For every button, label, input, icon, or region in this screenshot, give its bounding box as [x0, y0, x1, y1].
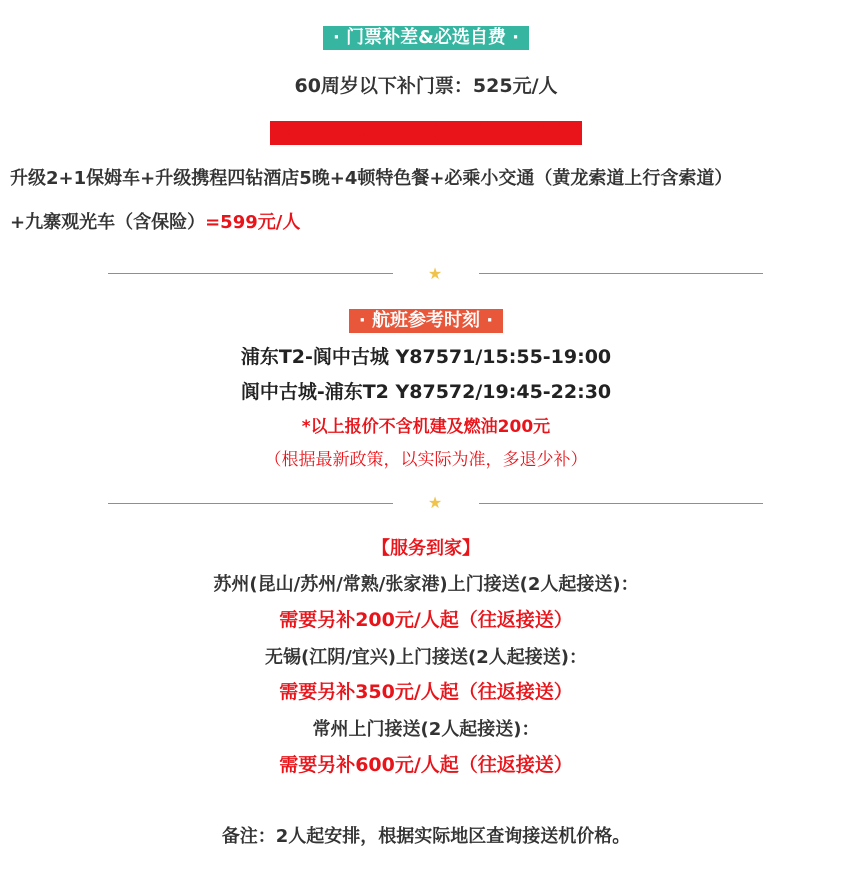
home-service-title: 【服务到家】 — [372, 538, 480, 559]
service-price-suzhou: 需要另补200元/人起（往返接送） — [279, 609, 573, 631]
flight-outbound: 浦东T2-阆中古城 Y87571/15:55-19:00 — [240, 346, 612, 368]
service-area-suzhou: 苏州(昆山/苏州/常熟/张家港)上门接送(2人起接送)： — [213, 574, 639, 595]
divider-right — [479, 273, 763, 274]
section-flight-header — [0, 309, 852, 333]
remark-note: 备注：2人起安排，根据实际地区查询接送机价格。 — [221, 826, 631, 847]
service-area-changzhou: 常州上门接送(2人起接送)： — [312, 719, 540, 740]
star-icon: ★ — [427, 493, 443, 512]
service-price-changzhou: 需要另补600元/人起（往返接送） — [279, 754, 573, 776]
policy-note: （根据最新政策，以实际为准，多退少补） — [264, 450, 588, 470]
section-ticket-header — [0, 26, 852, 50]
flight-return: 阆中古城-浦东T2 Y87572/19:45-22:30 — [240, 381, 612, 403]
ticket-price-line: 60周岁以下补门票：525元/人 — [294, 75, 558, 97]
mandatory-fee-items: +九寨观光车（含保险） — [10, 212, 206, 233]
flight-section-tag: · 航班参考时刻 · — [349, 309, 503, 333]
star-icon: ★ — [427, 264, 443, 283]
service-area-wuxi: 无锡(江阴/宜兴)上门接送(2人起接送)： — [264, 647, 587, 668]
service-price-wuxi: 需要另补350元/人起（往返接送） — [279, 681, 573, 703]
mandatory-fee-desc-line2 — [0, 210, 852, 236]
divider-right — [479, 503, 763, 504]
price-exclusion-note: *以上报价不含机建及燃油200元 — [301, 417, 551, 437]
mandatory-fee-total: =599元/人 — [205, 212, 301, 233]
ticket-section-tag: · 门票补差&必选自费 · — [323, 26, 529, 50]
mandatory-fee-header — [0, 121, 852, 145]
divider-left — [108, 503, 393, 504]
mandatory-fee-tag: 必选自费599元/人（与团费一同支付） — [270, 121, 583, 145]
divider-left — [108, 273, 393, 274]
mandatory-fee-desc-line1: 升级2+1保姆车+升级携程四钻酒店5晚+4顿特色餐+必乘小交通（黄龙索道上行含索道） — [10, 168, 733, 189]
